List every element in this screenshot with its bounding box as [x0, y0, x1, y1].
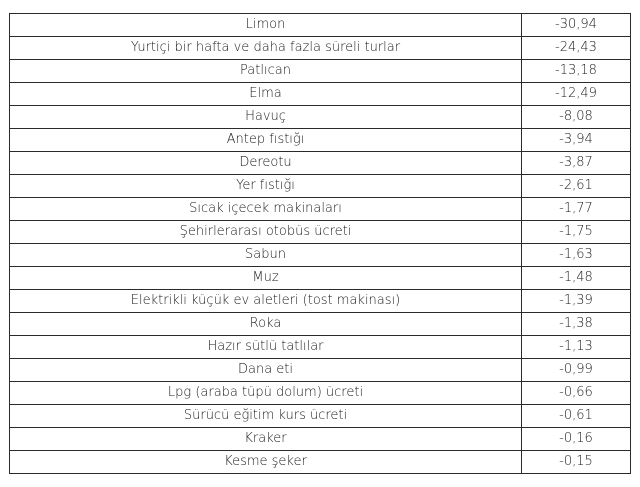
- change-value-cell: -1,75: [522, 221, 631, 244]
- table-row: [10, 290, 631, 313]
- change-value-cell: -13,18: [522, 60, 631, 83]
- table-row: [10, 451, 631, 474]
- change-value-cell: -8,08: [522, 106, 631, 129]
- table-row: [10, 313, 631, 336]
- table-row: [10, 60, 631, 83]
- table-row: [10, 382, 631, 405]
- change-value-cell: -30,94: [522, 14, 631, 37]
- change-value-cell: -12,49: [522, 83, 631, 106]
- change-value-cell: -1,48: [522, 267, 631, 290]
- change-value-cell: -1,77: [522, 198, 631, 221]
- item-name-cell: Kraker: [10, 428, 522, 451]
- change-value-cell: -0,99: [522, 359, 631, 382]
- table-body: [10, 14, 631, 474]
- item-name-cell: Elektrikli küçük ev aletleri (tost makinası): [10, 290, 522, 313]
- change-value-cell: -0,15: [522, 451, 631, 474]
- item-name-cell: Havuç: [10, 106, 522, 129]
- change-value-cell: -1,39: [522, 290, 631, 313]
- change-value-cell: -24,43: [522, 37, 631, 60]
- item-name-cell: Yer fıstığı: [10, 175, 522, 198]
- item-name-cell: Lpg (araba tüpü dolum) ücreti: [10, 382, 522, 405]
- item-name-cell: Dana eti: [10, 359, 522, 382]
- change-value-cell: -0,61: [522, 405, 631, 428]
- item-name-cell: Antep fıstığı: [10, 129, 522, 152]
- table-row: [10, 175, 631, 198]
- item-name-cell: Patlıcan: [10, 60, 522, 83]
- change-value-cell: -0,16: [522, 428, 631, 451]
- table-row: [10, 198, 631, 221]
- table-row: [10, 14, 631, 37]
- table-row: [10, 152, 631, 175]
- table-row: [10, 405, 631, 428]
- table-row: [10, 359, 631, 382]
- table-row: [10, 336, 631, 359]
- item-name-cell: Elma: [10, 83, 522, 106]
- item-name-cell: Yurtiçi bir hafta ve daha fazla süreli turlar: [10, 37, 522, 60]
- table-row: [10, 244, 631, 267]
- table-row: [10, 129, 631, 152]
- change-value-cell: -3,94: [522, 129, 631, 152]
- change-value-cell: -0,66: [522, 382, 631, 405]
- table-row: [10, 428, 631, 451]
- table-row: [10, 267, 631, 290]
- table-row: [10, 221, 631, 244]
- item-name-cell: Muz: [10, 267, 522, 290]
- item-name-cell: Sürücü eğitim kurs ücreti: [10, 405, 522, 428]
- item-name-cell: Sıcak içecek makinaları: [10, 198, 522, 221]
- change-value-cell: -1,38: [522, 313, 631, 336]
- change-value-cell: -1,63: [522, 244, 631, 267]
- item-name-cell: Kesme şeker: [10, 451, 522, 474]
- change-value-cell: -3,87: [522, 152, 631, 175]
- change-value-cell: -2,61: [522, 175, 631, 198]
- item-name-cell: Şehirlerarası otobüs ücreti: [10, 221, 522, 244]
- item-name-cell: Hazır sütlü tatlılar: [10, 336, 522, 359]
- table-row: [10, 83, 631, 106]
- item-name-cell: Sabun: [10, 244, 522, 267]
- table-row: [10, 106, 631, 129]
- table-row: [10, 37, 631, 60]
- item-name-cell: Limon: [10, 14, 522, 37]
- change-value-cell: -1,13: [522, 336, 631, 359]
- price-change-table: [9, 13, 631, 474]
- item-name-cell: Dereotu: [10, 152, 522, 175]
- item-name-cell: Roka: [10, 313, 522, 336]
